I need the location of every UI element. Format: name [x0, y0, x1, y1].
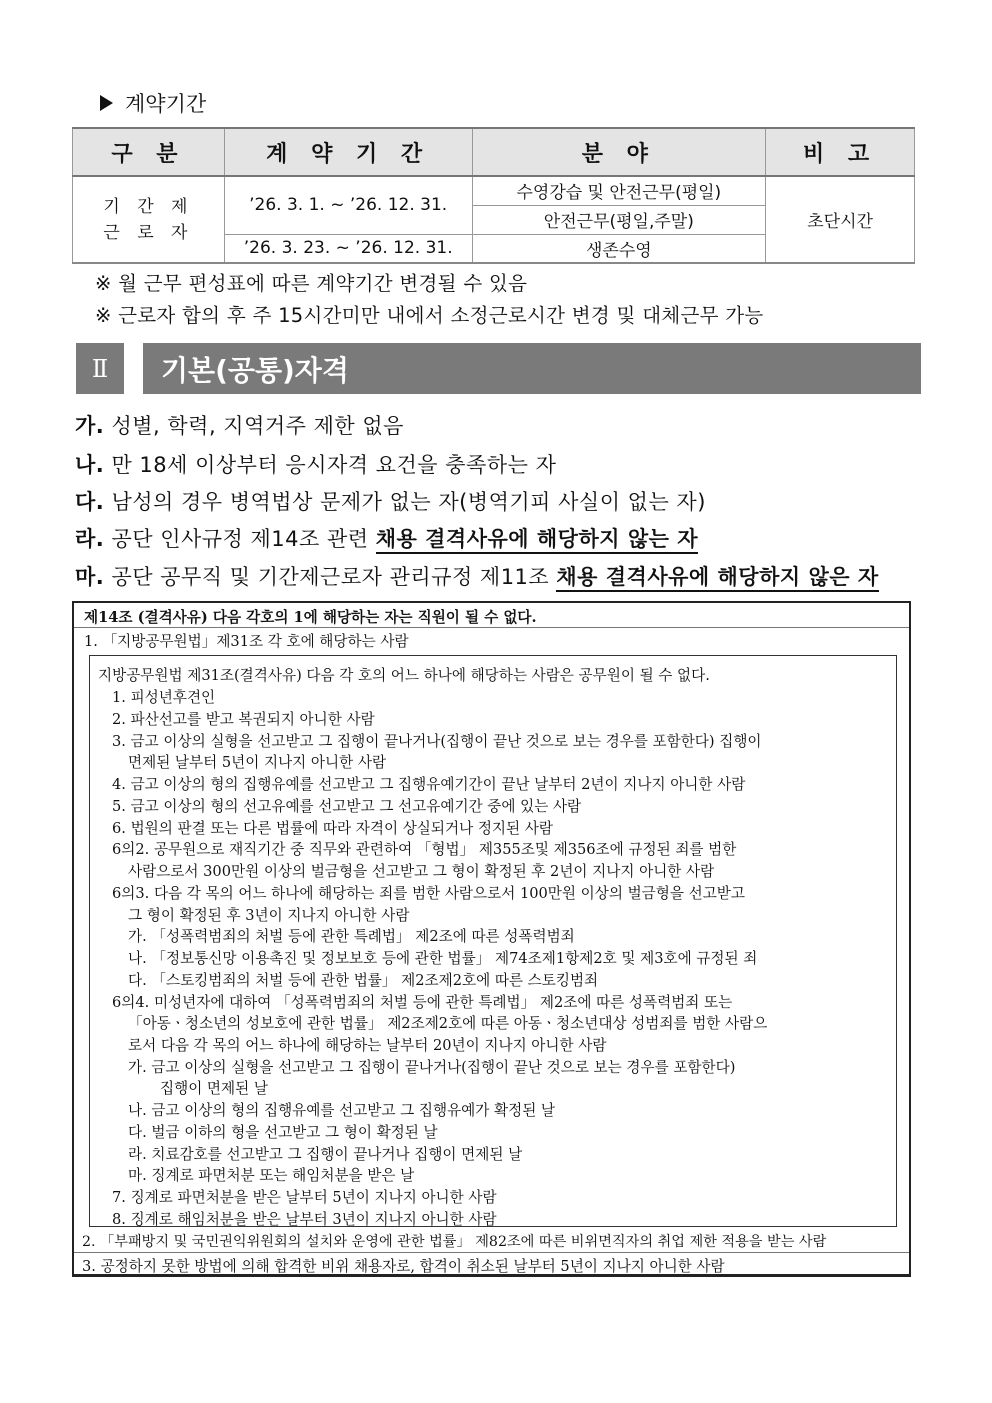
law-line: 2. 파산선고를 받고 복권되지 아니한 사람 [112, 711, 375, 728]
item-label: 다. [75, 490, 105, 514]
law-line: 나. 금고 이상의 형의 집행유예를 선고받고 그 집행유예가 확정된 날 [128, 1102, 556, 1119]
law-heading: 지방공무원법 제31조(결격사유) 다음 각 호의 어느 하나에 해당하는 사람은 공무원이 될 수 없다. [98, 667, 710, 684]
qualification-item-ga [75, 410, 404, 440]
box-item-1: 1. 「지방공무원법」제31조 각 호에 해당하는 사람 [84, 633, 409, 650]
law-line: 6의3. 다음 각 목의 어느 하나에 해당하는 죄를 범한 사람으로서 100만원 이상의 벌금형을 선고받고 [112, 885, 745, 902]
field-cell-1: 수영강습 및 안전근무(평일) [472, 176, 766, 205]
item-text: 공단 인사규정 제14조 관련 [111, 527, 376, 551]
header-category: 구 분 [73, 128, 225, 176]
triangle-bullet-icon [100, 95, 113, 111]
law-line: 가. 금고 이상의 실형을 선고받고 그 집행이 끝나거나(집행이 끝난 것으로 보는 경우를 포함한다) [128, 1059, 736, 1076]
item-label: 마. [75, 565, 105, 589]
category-line2: 근 로 자 [103, 222, 194, 243]
qualification-item-na [75, 449, 556, 479]
law-line: 집행이 면제된 날 [160, 1080, 268, 1097]
table-header-row [73, 128, 915, 176]
item-underlined-text: 채용 결격사유에 해당하지 않는 자 [376, 527, 698, 554]
law-line: 다. 「스토킹범죄의 처벌 등에 관한 법률」 제2조제2호에 따른 스토킹범죄 [128, 972, 599, 989]
note-2: ※ 근로자 합의 후 주 15시간미만 내에서 소정근로시간 변경 및 대체근무 가능 [95, 304, 764, 327]
period-cell-1: ’26. 3. 1. ~ ’26. 12. 31. [224, 176, 472, 234]
item-text: 남성의 경우 병역법상 문제가 없는 자(병역기피 사실이 없는 자) [111, 490, 706, 514]
disqualification-box [72, 601, 911, 1277]
law-line: 6의2. 공무원으로 재직기간 중 직무와 관련하여 「형법」 제355조및 제356조에 규정된 죄를 범한 [112, 841, 737, 858]
section-number-badge: Ⅱ [76, 343, 124, 394]
law-line: 5. 금고 이상의 형의 선고유예를 선고받고 그 선고유예기간 중에 있는 사람 [112, 798, 582, 815]
law-line: 다. 벌금 이하의 형을 선고받고 그 형이 확정된 날 [128, 1124, 438, 1141]
law-line: 8. 징계로 해임처분을 받은 날부터 3년이 지나지 아니한 사람 [112, 1211, 497, 1228]
remark-cell: 초단시간 [766, 176, 915, 263]
law-line: 가. 「성폭력범죄의 처벌 등에 관한 특례법」 제2조에 따른 성폭력범죄 [128, 928, 575, 945]
law-line: 나. 「정보통신망 이용촉진 및 정보보호 등에 관한 법률」 제74조제1항제2호 및 제3호에 규정된 죄 [128, 950, 758, 967]
field-cell-2: 안전근무(평일,주말) [472, 205, 766, 234]
divider [74, 627, 909, 628]
law-line: 로서 다음 각 목의 어느 하나에 해당하는 날부터 20년이 지나지 아니한 사람 [128, 1037, 607, 1054]
section-title: 계약기간 [125, 92, 207, 116]
header-remark: 비 고 [766, 128, 915, 176]
note-1: ※ 월 근무 편성표에 따른 계약기간 변경될 수 있음 [95, 272, 528, 295]
law-line: 사람으로서 300만원 이상의 벌금형을 선고받고 그 형이 확정된 후 2년이 지나지 아니한 사람 [128, 863, 715, 880]
table-row [73, 176, 915, 205]
contract-period-table [72, 127, 915, 264]
category-cell [73, 176, 225, 263]
field-cell-3: 생존수영 [472, 234, 766, 263]
item-label: 라. [75, 527, 105, 551]
law-line: 그 형이 확정된 후 3년이 지나지 아니한 사람 [128, 907, 410, 924]
law-line: 라. 치료감호를 선고받고 그 집행이 끝나거나 집행이 면제된 날 [128, 1146, 523, 1163]
box-item-2: 2. 「부패방지 및 국민권익위원회의 설치와 운영에 관한 법률」 제82조에 따른 비위면직자의 취업 제한 적용을 받는 사람 [82, 1234, 827, 1250]
item-text: 성별, 학력, 지역거주 제한 없음 [111, 414, 404, 438]
qualification-item-ra [75, 523, 698, 553]
qualification-item-ma [75, 561, 879, 591]
category-line1: 기 간 제 [103, 196, 194, 217]
divider [74, 1252, 909, 1253]
item-text: 만 18세 이상부터 응시자격 요건을 충족하는 자 [111, 453, 557, 477]
inner-law-box [89, 655, 897, 1227]
item-text: 공단 공무직 및 기간제근로자 관리규정 제11조 [111, 565, 557, 589]
box-title: 제14조 (결격사유) 다음 각호의 1에 해당하는 자는 직원이 될 수 없다. [84, 609, 537, 626]
item-label: 나. [75, 453, 105, 477]
law-line: 면제된 날부터 5년이 지나지 아니한 사람 [128, 754, 387, 771]
box-item-3: 3. 공정하지 못한 방법에 의해 합격한 비위 채용자로, 합격이 취소된 날부터 5년이 지나지 아니한 사람 [82, 1258, 725, 1275]
law-line: 6의4. 미성년자에 대하여 「성폭력범죄의 처벌 등에 관한 특례법」 제2조에 따른 성폭력범죄 또는 [112, 994, 733, 1011]
item-label: 가. [75, 414, 105, 438]
item-underlined-text: 채용 결격사유에 해당하지 않은 자 [556, 565, 878, 592]
qualification-item-da [75, 486, 706, 516]
section-band-title: 기본(공통)자격 [143, 343, 921, 394]
law-line: 마. 징계로 파면처분 또는 해임처분을 받은 날 [128, 1167, 415, 1184]
header-period: 계 약 기 간 [224, 128, 472, 176]
law-line: 3. 금고 이상의 실형을 선고받고 그 집행이 끝나거나(집행이 끝난 것으로 보는 경우를 포함한다) 집행이 [112, 733, 762, 750]
period-cell-2: ’26. 3. 23. ~ ’26. 12. 31. [224, 234, 472, 263]
section-heading [100, 88, 206, 118]
law-line: 6. 법원의 판결 또는 다른 법률에 따라 자격이 상실되거나 정지된 사람 [112, 820, 553, 837]
law-line: 4. 금고 이상의 형의 집행유예를 선고받고 그 집행유예기간이 끝난 날부터 2년이 지나지 아니한 사람 [112, 776, 746, 793]
law-line: 1. 피성년후견인 [112, 689, 216, 706]
law-line: 7. 징계로 파면처분을 받은 날부터 5년이 지나지 아니한 사람 [112, 1189, 497, 1206]
header-field: 분 야 [472, 128, 766, 176]
law-line: 「아동ㆍ청소년의 성보호에 관한 법률」 제2조제2호에 따른 아동ㆍ청소년대상 성범죄를 범한 사람으 [128, 1015, 768, 1032]
